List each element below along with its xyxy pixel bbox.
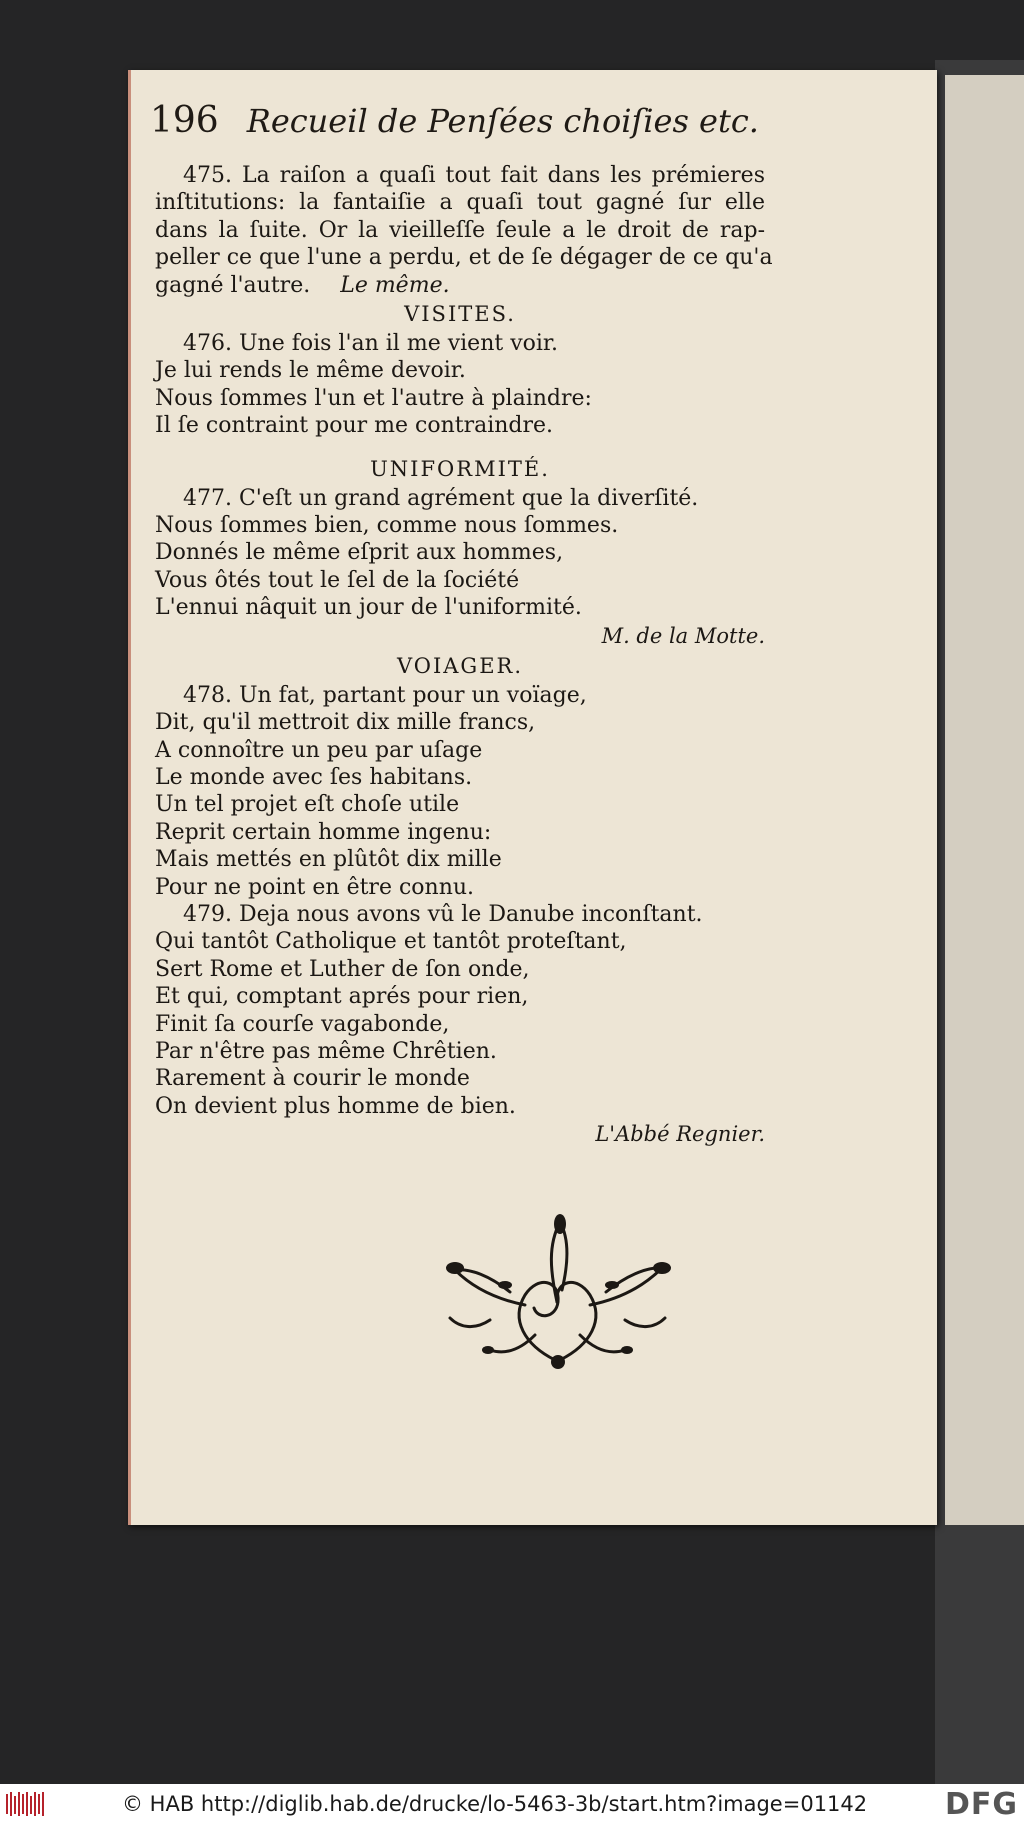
verse-line: Il ſe contraint pour me contraindre. [155, 413, 554, 439]
entry-477 [155, 485, 765, 651]
verse-line: Par n'être pas même Chrêtien. [155, 1038, 497, 1064]
entry-476 [155, 330, 765, 440]
verse-line: 476. Une fois l'an il me vient voir. [183, 331, 558, 357]
verse-line: Un tel projet eſt choſe utile [155, 792, 460, 818]
verse-line: Qui tantôt Catholique et tantôt proteſtant, [155, 929, 627, 955]
verse-line: Rarement à courir le monde [155, 1066, 470, 1092]
verse-line: 478. Un fat, partant pour un voïage, [183, 682, 587, 708]
verse-line: Mais mettés en plûtôt dix mille [155, 847, 502, 873]
floral-vignette-icon [430, 1210, 685, 1375]
section-heading-uniformite: UNIFORMITÉ. [370, 456, 550, 481]
attribution: M. de la Motte. [601, 623, 765, 648]
verse-line: Le monde avec ſes habitans. [155, 764, 473, 790]
text-line [155, 272, 765, 299]
verse-line: 477. C'eſt un grand agrément que la diverſité. [183, 485, 699, 511]
page-body [155, 162, 773, 1149]
verse-line: On devient plus homme de bien. [155, 1093, 516, 1119]
verse-line: Reprit certain homme ingenu: [155, 819, 492, 845]
verse-line: Donnés le même eſprit aux hommes, [155, 540, 564, 566]
running-title: Recueil de Penſées choiſies etc. [246, 102, 759, 140]
footer-bar [0, 1784, 1024, 1824]
copyright-link[interactable]: © HAB http://diglib.hab.de/drucke/lo-5463-3b/start.htm?image=01142 [122, 1792, 868, 1816]
section-heading-visites: VISITES. [404, 302, 516, 327]
verse-line: Finit ſa courſe vagabonde, [155, 1011, 450, 1037]
verse-line: L'ennui nâquit un jour de l'uniformité. [155, 595, 582, 621]
text-line: dans la ſuite. Or la vieilleſſe ſeule a le droit de rap- [155, 217, 765, 243]
running-head [150, 100, 850, 141]
dfg-logo: DFG [944, 1786, 1018, 1822]
entry-475 [155, 162, 773, 299]
verse-line: Pour ne point en être connu. [155, 874, 475, 900]
verse-line: Sert Rome et Luther de ſon onde, [155, 956, 530, 982]
verse-line: Vous ôtés tout le ſel de la ſociété [155, 567, 520, 593]
verse-line: Nous ſommes l'un et l'autre à plaindre: [155, 385, 592, 411]
text-span: gagné l'autre. [155, 272, 311, 298]
section-heading-voiager: VOIAGER. [396, 653, 524, 678]
verse-line: Nous ſommes bien, comme nous ſommes. [155, 513, 619, 539]
text-line: 475. La raiſon a quaſi tout fait dans les prémieres [183, 163, 765, 188]
attribution: L'Abbé Regnier. [595, 1122, 765, 1147]
text-line: inſtitutions: la fantaiſie a quaſi tout gagné ſur elle [155, 190, 765, 216]
entry-479 [155, 901, 765, 1149]
text-line: peller ce que l'une a perdu, et de ſe dégager de ce qu'a [155, 245, 773, 271]
verse-line: A connoître un peu par uſage [155, 737, 483, 763]
entry-478 [155, 682, 765, 901]
attribution: Le même. [340, 272, 450, 298]
verse-line: Et qui, comptant aprés pour rien, [155, 984, 529, 1010]
verse-line: 479. Deja nous avons vû le Danube inconſtant. [183, 901, 703, 927]
facing-page-edge [945, 75, 1024, 1525]
page-number: 196 [150, 100, 219, 141]
verse-line: Dit, qu'il mettroit dix mille francs, [155, 710, 536, 736]
barcode-logo-icon [4, 1790, 50, 1818]
verse-line: Je lui rends le même devoir. [155, 358, 466, 384]
